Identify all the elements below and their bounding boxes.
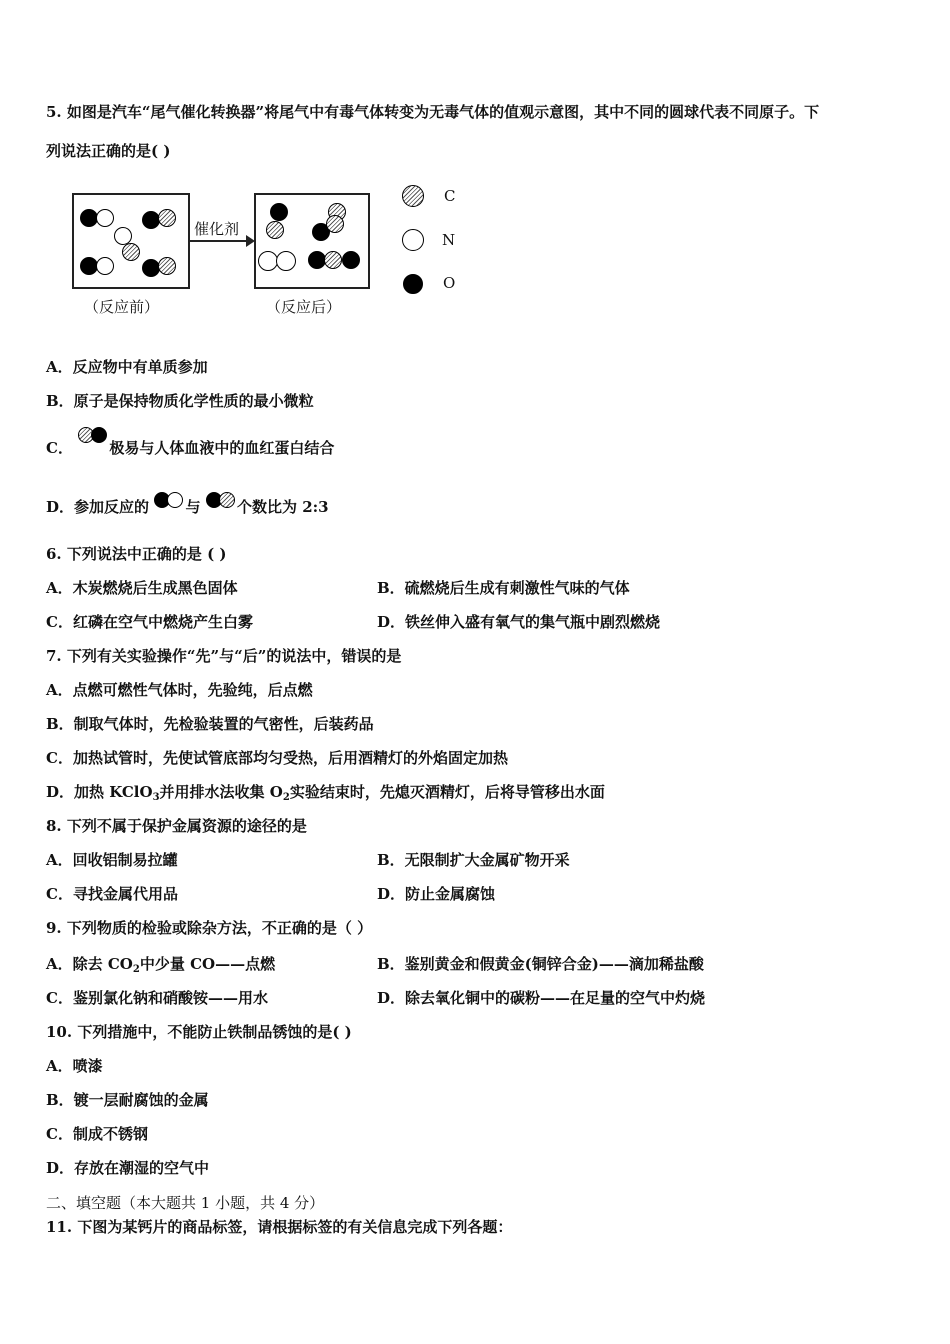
- q5-stem-line2: 列说法正确的是( ): [46, 142, 171, 160]
- subscript: 2: [132, 964, 140, 975]
- c-atom: [266, 221, 284, 239]
- legend-o-atom: [403, 274, 423, 294]
- n-atom: [276, 251, 296, 271]
- reaction-arrow: [188, 240, 250, 242]
- subscript: 2: [282, 792, 290, 803]
- q6-stem: 6. 下列说法中正确的是 ( ): [46, 545, 227, 563]
- q11-stem: 11. 下图为某钙片的商品标签，请根据标签的有关信息完成下列各题：: [46, 1218, 513, 1236]
- c-atom: [326, 215, 344, 233]
- legend-c-label: C: [444, 187, 456, 205]
- q9-option-b: B．鉴别黄金和假黄金(铜锌合金)——滴加稀盐酸: [377, 955, 704, 973]
- q7-option-d-part2: 并用排水法收集 O: [159, 783, 283, 801]
- c-atom: [324, 251, 342, 269]
- q7-option-b: B．制取气体时，先检验装置的气密性，后装药品: [46, 715, 374, 733]
- q5-stem-line1: 5. 如图是汽车“尾气催化转换器”将尾气中有毒气体转变为无毒气体的值观示意图，其中不同的圆球代表不同原子。下: [46, 103, 820, 121]
- q9-option-a-part2: 中少量 CO——点燃: [139, 955, 276, 973]
- q8-option-d: D．防止金属腐蚀: [377, 885, 496, 903]
- q5-option-c-prefix: C．: [46, 439, 73, 457]
- subscript: 3: [152, 792, 160, 803]
- q6-option-b: B．硫燃烧后生成有刺激性气味的气体: [377, 579, 630, 597]
- q5-option-a: A．反应物中有单质参加: [46, 358, 208, 376]
- q7-option-a: A．点燃可燃性气体时，先验纯，后点燃: [46, 681, 313, 699]
- q9-option-a: [46, 954, 275, 980]
- n-atom: [258, 251, 278, 271]
- q7-option-d-part3: 实验结束时，先熄灭酒精灯，后将导管移出水面: [289, 783, 605, 801]
- before-box: [72, 193, 190, 289]
- q9-option-d: D．除去氧化铜中的碳粉——在足量的空气中灼烧: [377, 989, 706, 1007]
- after-box: [254, 193, 370, 289]
- no-molecule-icon: [154, 492, 180, 513]
- o-atom: [270, 203, 288, 221]
- q5-option-d: [46, 497, 329, 519]
- after-label: （反应后）: [266, 298, 342, 316]
- q7-option-d-part1: D．加热 KClO: [46, 783, 153, 801]
- q9-option-a-part1: A．除去 CO: [46, 955, 133, 973]
- q6-option-a: A．木炭燃烧后生成黑色固体: [46, 579, 238, 597]
- q9-stem: 9. 下列物质的检验或除杂方法，不正确的是（ ）: [46, 919, 373, 937]
- catalyst-label: 催化剂: [194, 220, 240, 238]
- legend-n-atom: [402, 229, 424, 251]
- q5-option-d-mid: 与: [185, 498, 201, 516]
- q7-stem: 7. 下列有关实验操作“先”与“后”的说法中，错误的是: [46, 647, 402, 665]
- q6-option-d: D．铁丝伸入盛有氧气的集气瓶中剧烈燃烧: [377, 613, 661, 631]
- q10-option-c: C．制成不锈钢: [46, 1125, 148, 1143]
- co-molecule-icon: [78, 427, 104, 448]
- q9-option-c: C．鉴别氯化钠和硝酸铵——用水: [46, 989, 268, 1007]
- q5-option-c: [46, 438, 334, 460]
- n-atom: [96, 209, 114, 227]
- q7-option-c: C．加热试管时，先使试管底部均匀受热，后用酒精灯的外焰固定加热: [46, 749, 508, 767]
- q10-option-d: D．存放在潮湿的空气中: [46, 1159, 210, 1177]
- co-molecule-icon: [206, 492, 232, 513]
- q8-option-c: C．寻找金属代用品: [46, 885, 178, 903]
- q10-stem: 10. 下列措施中，不能防止铁制品锈蚀的是( ): [46, 1023, 352, 1041]
- q5-option-c-text: 极易与人体血液中的血红蛋白结合: [109, 439, 335, 457]
- c-atom: [122, 243, 140, 261]
- q8-stem: 8. 下列不属于保护金属资源的途径的是: [46, 817, 307, 835]
- legend-n-label: N: [442, 231, 456, 249]
- n-atom: [96, 257, 114, 275]
- q6-option-c: C．红磷在空气中燃烧产生白雾: [46, 613, 253, 631]
- c-atom: [158, 209, 176, 227]
- legend-o-label: O: [443, 274, 456, 292]
- q5-option-d-suffix: 个数比为 2:3: [236, 498, 329, 516]
- q5-option-b: B．原子是保持物质化学性质的最小微粒: [46, 392, 314, 410]
- before-label: （反应前）: [84, 298, 160, 316]
- q8-option-a: A．回收铝制易拉罐: [46, 851, 178, 869]
- q5-option-d-prefix: D．参加反应的: [46, 498, 150, 516]
- q10-option-b: B．镀一层耐腐蚀的金属: [46, 1091, 209, 1109]
- q8-option-b: B．无限制扩大金属矿物开采: [377, 851, 570, 869]
- q10-option-a: A．喷漆: [46, 1057, 103, 1075]
- q7-option-d: [46, 782, 605, 808]
- section2-heading: 二、填空题（本大题共 1 小题，共 4 分）: [46, 1194, 325, 1212]
- legend-c-atom: [402, 185, 424, 207]
- o-atom: [342, 251, 360, 269]
- c-atom: [158, 257, 176, 275]
